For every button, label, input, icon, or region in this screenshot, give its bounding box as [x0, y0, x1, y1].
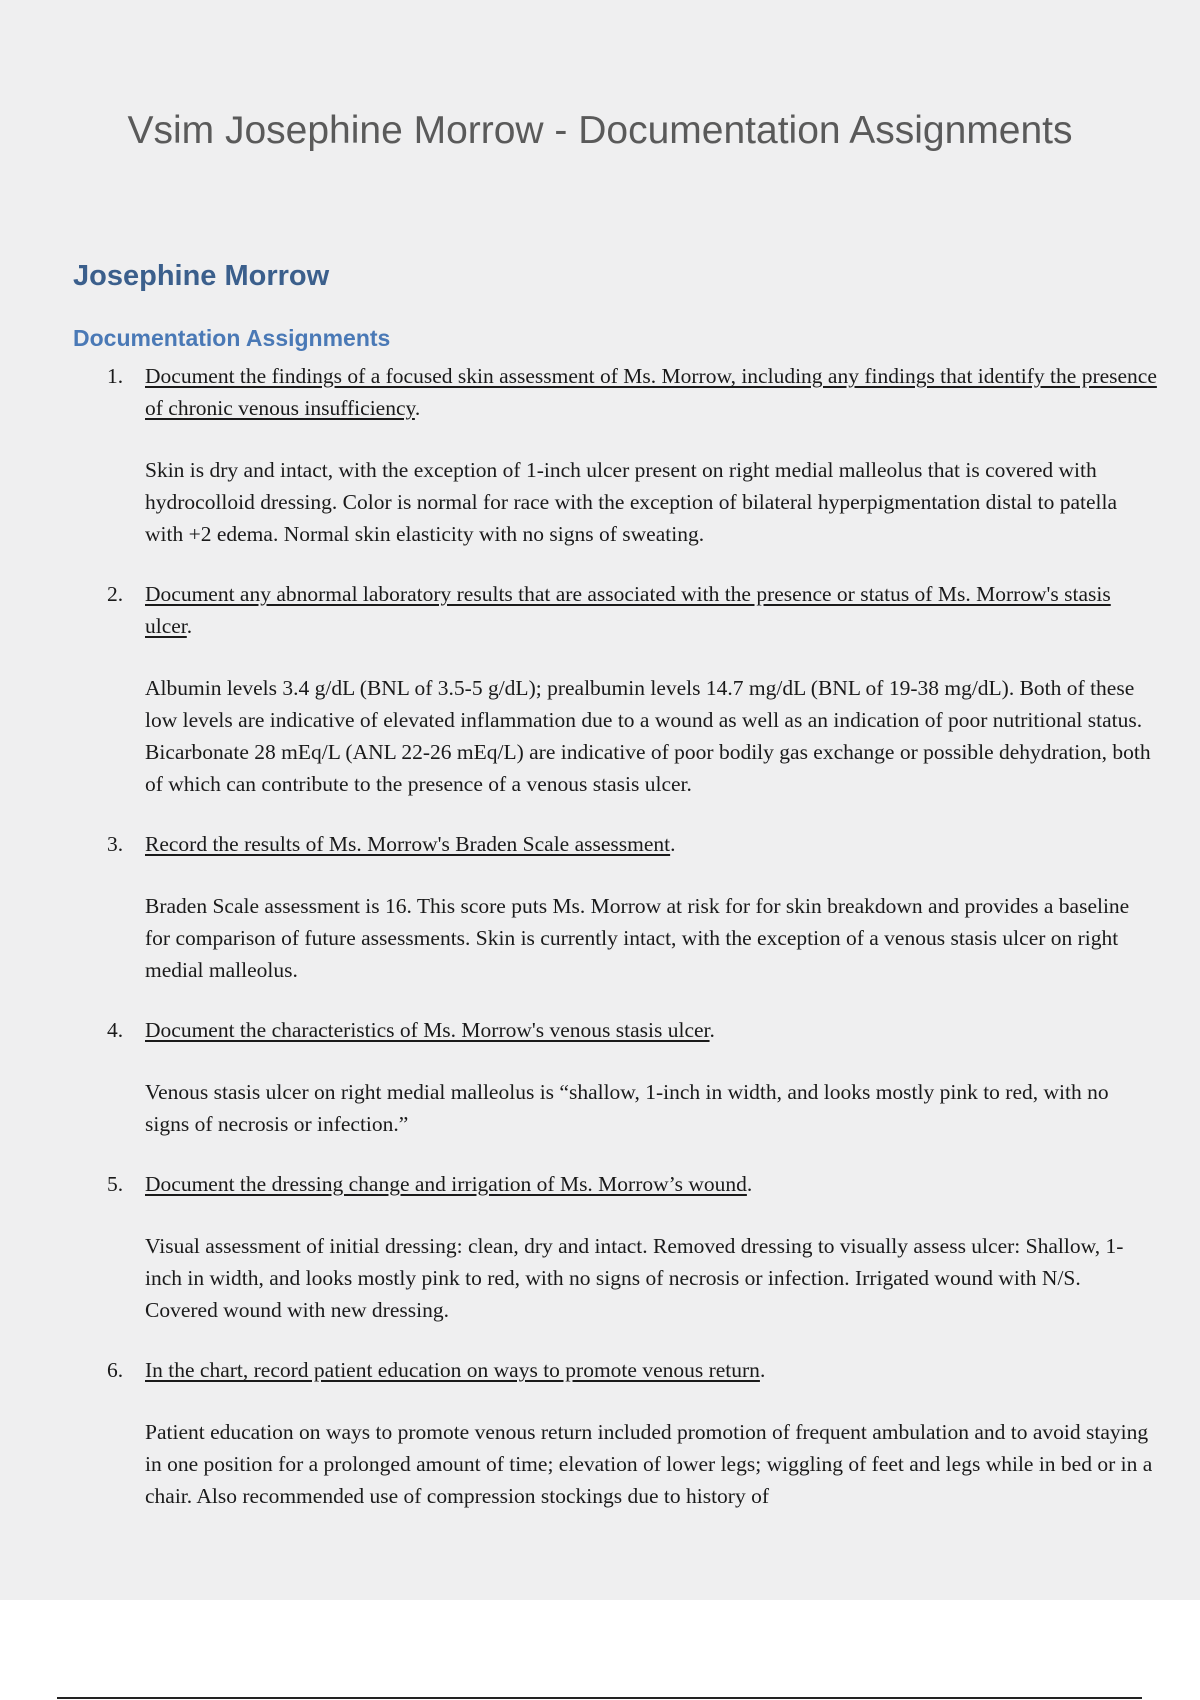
question-text: Document the findings of a focused skin assessment of Ms. Morrow, including any findings that identify the presence of chronic venous insufficiency — [145, 364, 1157, 420]
question-period: . — [709, 1018, 715, 1042]
question-period: . — [414, 396, 421, 420]
item-number: 5. — [107, 1172, 124, 1196]
item-number: 4. — [107, 1018, 124, 1042]
item-number: 6. — [107, 1358, 124, 1382]
assignment-answer: Albumin levels 3.4 g/dL (BNL of 3.5-5 g/dL); prealbumin levels 14.7 mg/dL (BNL of 19-38 mg/dL). Both of these low levels are indicative of elevated inflammation due to a wound as well as an indication of poor nutritional status. Bicarbonate 28 mEq/L (ANL 22-26 mEq/L) are indicative of poor bodily gas exchange or possible dehydration, both of which can contribute to the presence of a venous stasis ulcer. — [145, 676, 1151, 796]
assignment-item-1 — [107, 360, 1157, 550]
assignment-item-2 — [107, 578, 1157, 800]
assignment-list — [107, 360, 1157, 1540]
document-title: Vsim Josephine Morrow - Documentation Assignments — [127, 109, 1073, 152]
patient-heading: Josephine Morrow — [73, 260, 330, 292]
assignment-item-6 — [107, 1354, 1157, 1512]
assignment-answer: Skin is dry and intact, with the exception of 1-inch ulcer present on right medial malleolus that is covered with hydrocolloid dressing. Color is normal for race with the exception of bilateral hyperpigmentation distal to patella with +2 edema. Normal skin elasticity with no signs of sweating. — [145, 458, 1118, 546]
assignment-answer: Patient education on ways to promote venous return included promotion of frequent ambulation and to avoid staying in one position for a prolonged amount of time; elevation of lower legs; wiggling of feet and legs while in bed or in a chair. Also recommended use of compression stockings due to history of — [145, 1420, 1153, 1508]
assignment-question — [145, 828, 1157, 860]
item-number: 2. — [107, 582, 124, 606]
question-text: Document the dressing change and irrigation of Ms. Morrow’s wound — [145, 1172, 747, 1196]
assignment-answer: Venous stasis ulcer on right medial malleolus is “shallow, 1-inch in width, and looks mostly pink to red, with no signs of necrosis or infection.” — [145, 1080, 1109, 1136]
assignment-question — [145, 1354, 1157, 1386]
assignment-item-3 — [107, 828, 1157, 986]
item-number: 3. — [107, 832, 124, 856]
assignment-item-4 — [107, 1014, 1157, 1140]
assignment-question — [145, 578, 1157, 642]
assignment-question — [145, 1168, 1157, 1200]
question-period: . — [186, 614, 193, 638]
assignment-item-5 — [107, 1168, 1157, 1326]
assignment-question — [145, 1014, 1157, 1046]
question-text: Document the characteristics of Ms. Morrow's venous stasis ulcer — [145, 1018, 710, 1042]
assignment-answer: Braden Scale assessment is 16. This score puts Ms. Morrow at risk for for skin breakdown and provides a baseline for comparison of future assessments. Skin is currently intact, with the exception of a venous stasis ulcer on right medial malleolus. — [145, 894, 1130, 982]
question-text: Record the results of Ms. Morrow's Braden Scale assessment — [145, 832, 671, 856]
assignment-answer: Visual assessment of initial dressing: clean, dry and intact. Removed dressing to visually assess ulcer: Shallow, 1-inch in width, and looks mostly pink to red, with no signs of necrosis or infection. Irrigated wound with N/S. Covered wound with new dressing. — [145, 1234, 1124, 1322]
item-number: 1. — [107, 364, 124, 388]
footer-divider — [57, 1697, 1142, 1699]
question-period: . — [670, 832, 676, 856]
question-text: In the chart, record patient education on ways to promote venous return — [145, 1358, 760, 1382]
assignment-question — [145, 360, 1157, 424]
question-text: Document any abnormal laboratory results that are associated with the presence or status of Ms. Morrow's stasis ulcer — [145, 582, 1111, 638]
question-period: . — [759, 1358, 766, 1382]
section-heading: Documentation Assignments — [73, 325, 391, 351]
question-period: . — [746, 1172, 753, 1196]
